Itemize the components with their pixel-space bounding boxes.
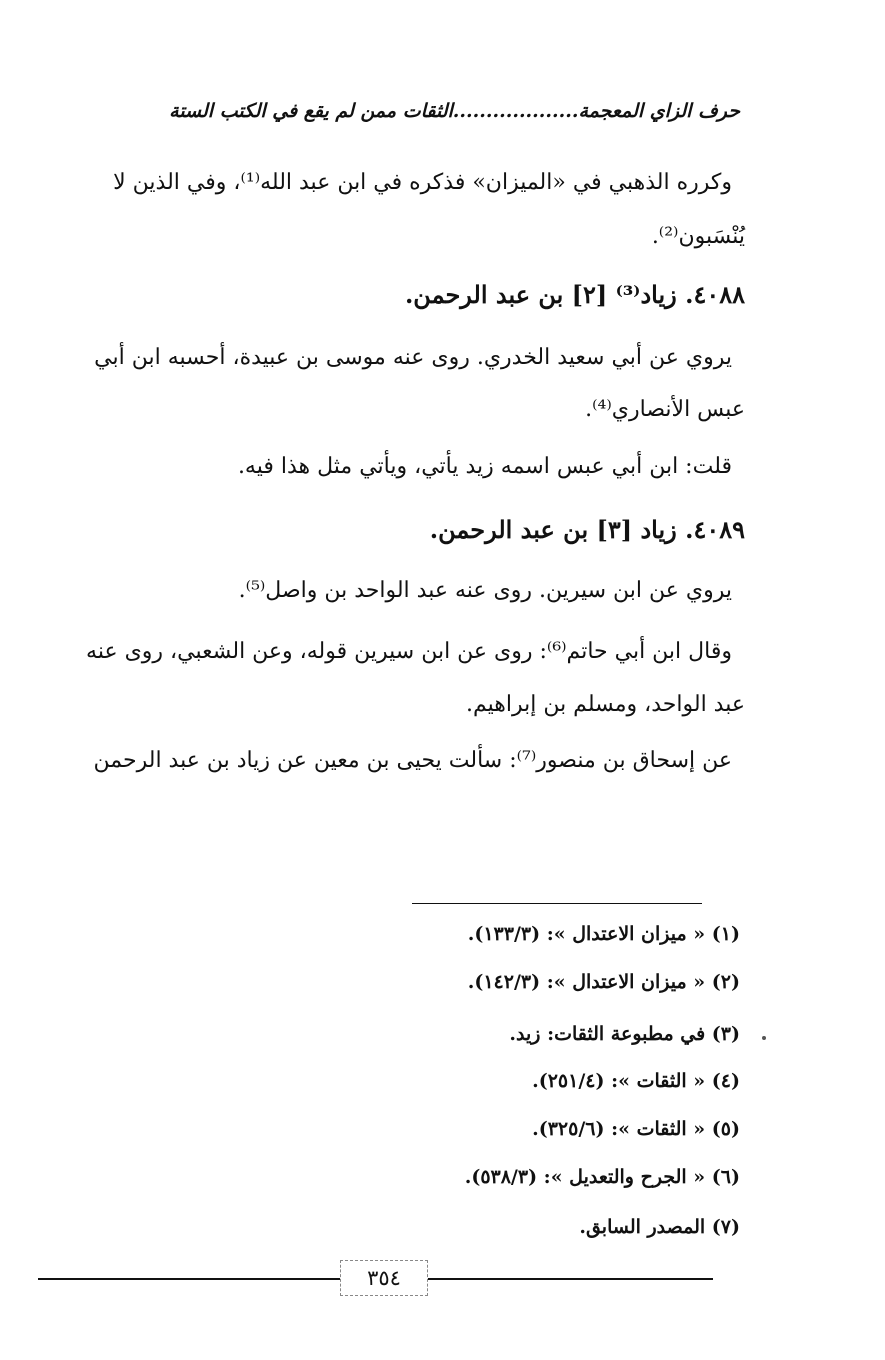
body-line: وكرره الذهبي في «الميزان» فذكره في ابن عبد الله⁽¹⁾، وفي الذين لا	[113, 170, 732, 195]
body-line: وقال ابن أبي حاتم⁽⁶⁾: روى عن ابن سيرين قوله، وعن الشعبي، روى عنه	[86, 639, 732, 664]
body-line: قلت: ابن أبي عبس اسمه زيد يأتي، ويأتي مثل هذا فيه.	[237, 454, 732, 479]
footnote-1: (١) « ميزان الاعتدال »: (١٣٣/٣).	[467, 923, 740, 945]
entry-heading-4089: ٤٠٨٩. زياد [٣] بن عبد الرحمن.	[429, 515, 745, 544]
body-line: يُنْسَبون⁽²⁾.	[651, 224, 745, 249]
body-line: عبد الواحد، ومسلم بن إبراهيم.	[465, 692, 745, 717]
running-header	[80, 100, 740, 122]
body-line: يروي عن ابن سيرين. روى عنه عبد الواحد بن واصل⁽⁵⁾.	[238, 578, 732, 603]
stray-mark	[762, 1036, 766, 1040]
entry-heading-4088: ٤٠٨٨. زياد⁽³⁾ [٢] بن عبد الرحمن.	[404, 280, 745, 309]
footnote-2: (٢) « ميزان الاعتدال »: (١٤٢/٣).	[467, 971, 740, 993]
body-line: يروي عن أبي سعيد الخدري. روى عنه موسى بن عبيدة، أحسبه ابن أبي	[94, 345, 732, 370]
page-number: ٣٥٤	[340, 1260, 428, 1296]
footnote-5: (٥) « الثقات »: (٣٢٥/٦).	[532, 1118, 740, 1140]
footnote-7: (٧) المصدر السابق.	[579, 1216, 740, 1238]
header-book-title: الثقات ممن لم يقع في الكتب الستة	[169, 100, 453, 122]
header-chapter: حرف الزاي المعجمة	[578, 100, 740, 122]
footnote-4: (٤) « الثقات »: (٢٥١/٤).	[532, 1070, 740, 1092]
body-line: عن إسحاق بن منصور⁽⁷⁾: سألت يحيى بن معين عن زياد بن عبد الرحمن	[93, 748, 732, 773]
footnote-separator	[412, 903, 702, 904]
footnote-6: (٦) « الجرح والتعديل »: (٥٣٨/٣).	[464, 1166, 740, 1188]
body-line: عبس الأنصاري⁽⁴⁾.	[585, 397, 745, 422]
header-dots: ...................	[452, 100, 579, 122]
footnote-3: (٣) في مطبوعة الثقات: زيد.	[509, 1023, 740, 1045]
